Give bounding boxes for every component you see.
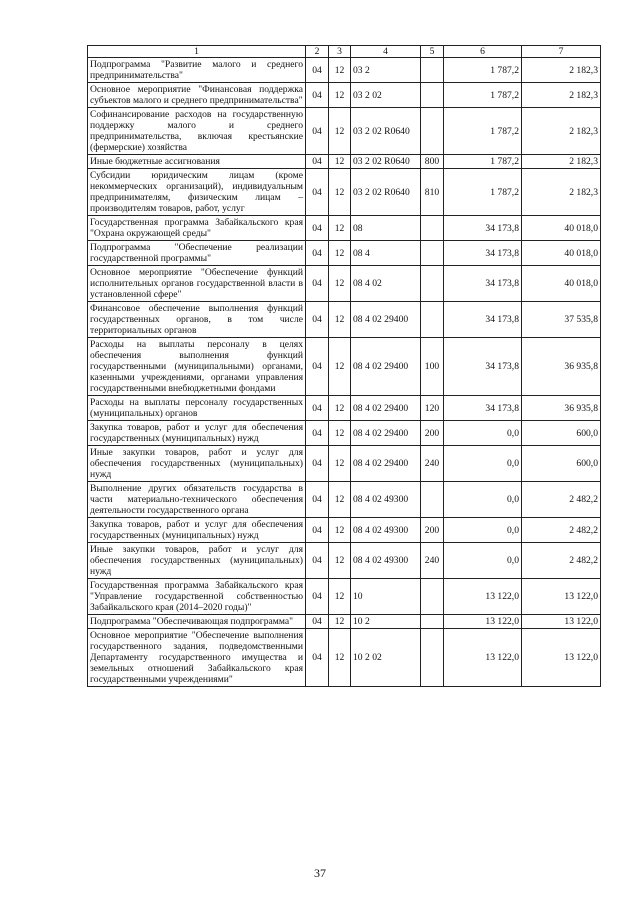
budget-table <box>87 45 601 687</box>
amount-year2-cell: 36 935,8 <box>522 338 601 396</box>
expense-type-cell <box>421 216 444 241</box>
subsection-code-cell: 12 <box>329 446 351 482</box>
expense-type-cell <box>421 241 444 266</box>
target-article-cell: 03 2 02 R0640 <box>351 155 421 169</box>
subsection-code-cell: 12 <box>329 543 351 579</box>
row-name-cell: Основное мероприятие "Финансовая поддержка субъектов малого и среднего предпринимательства" <box>88 83 306 108</box>
section-code-cell: 04 <box>306 108 329 155</box>
table-row <box>88 155 601 169</box>
amount-year1-cell: 0,0 <box>444 518 522 543</box>
target-article-cell: 10 2 02 <box>351 629 421 687</box>
subsection-code-cell: 12 <box>329 482 351 518</box>
amount-year1-cell: 1 787,2 <box>444 169 522 216</box>
section-code-cell: 04 <box>306 629 329 687</box>
table-row <box>88 629 601 687</box>
amount-year1-cell: 13 122,0 <box>444 579 522 615</box>
section-code-cell: 04 <box>306 482 329 518</box>
amount-year1-cell: 1 787,2 <box>444 58 522 83</box>
row-name-cell: Иные закупки товаров, работ и услуг для обеспечения государственных (муниципальных) нужд <box>88 543 306 579</box>
amount-year2-cell: 2 482,2 <box>522 543 601 579</box>
table-body <box>88 58 601 687</box>
expense-type-cell: 120 <box>421 396 444 421</box>
subsection-code-cell: 12 <box>329 241 351 266</box>
amount-year1-cell: 34 173,8 <box>444 396 522 421</box>
table-row <box>88 216 601 241</box>
expense-type-cell <box>421 83 444 108</box>
section-code-cell: 04 <box>306 338 329 396</box>
section-code-cell: 04 <box>306 216 329 241</box>
target-article-cell: 08 4 02 49300 <box>351 482 421 518</box>
table-row <box>88 108 601 155</box>
expense-type-cell <box>421 629 444 687</box>
target-article-cell: 03 2 <box>351 58 421 83</box>
row-name-cell: Государственная программа Забайкальского края "Охрана окружающей среды" <box>88 216 306 241</box>
amount-year2-cell: 40 018,0 <box>522 266 601 302</box>
amount-year2-cell: 600,0 <box>522 421 601 446</box>
amount-year2-cell: 37 535,8 <box>522 302 601 338</box>
expense-type-cell: 240 <box>421 543 444 579</box>
amount-year1-cell: 34 173,8 <box>444 266 522 302</box>
subsection-code-cell: 12 <box>329 629 351 687</box>
row-name-cell: Основное мероприятие "Обеспечение выполнения государственного задания, подведомственными Департаменту государственного имущества и земельных отношений Забайкальского края государственными учреждениями" <box>88 629 306 687</box>
section-code-cell: 04 <box>306 266 329 302</box>
section-code-cell: 04 <box>306 518 329 543</box>
table-header-row <box>88 46 601 58</box>
target-article-cell: 08 4 02 49300 <box>351 518 421 543</box>
subsection-code-cell: 12 <box>329 169 351 216</box>
amount-year2-cell: 13 122,0 <box>522 579 601 615</box>
section-code-cell: 04 <box>306 446 329 482</box>
expense-type-cell: 240 <box>421 446 444 482</box>
expense-type-cell: 200 <box>421 421 444 446</box>
subsection-code-cell: 12 <box>329 83 351 108</box>
amount-year1-cell: 1 787,2 <box>444 155 522 169</box>
section-code-cell: 04 <box>306 615 329 629</box>
amount-year1-cell: 0,0 <box>444 482 522 518</box>
table-row <box>88 421 601 446</box>
target-article-cell: 08 4 02 49300 <box>351 543 421 579</box>
column-header: 7 <box>522 46 601 58</box>
row-name-cell: Государственная программа Забайкальского края "Управление государственной собственностью Забайкальского края (2014–2020 годы)" <box>88 579 306 615</box>
amount-year2-cell: 13 122,0 <box>522 629 601 687</box>
subsection-code-cell: 12 <box>329 155 351 169</box>
amount-year2-cell: 600,0 <box>522 446 601 482</box>
amount-year1-cell: 0,0 <box>444 421 522 446</box>
column-header: 5 <box>421 46 444 58</box>
subsection-code-cell: 12 <box>329 216 351 241</box>
target-article-cell: 08 4 02 29400 <box>351 338 421 396</box>
target-article-cell: 08 4 02 29400 <box>351 396 421 421</box>
amount-year1-cell: 34 173,8 <box>444 216 522 241</box>
expense-type-cell <box>421 615 444 629</box>
amount-year2-cell: 2 482,2 <box>522 482 601 518</box>
section-code-cell: 04 <box>306 421 329 446</box>
column-header: 1 <box>88 46 306 58</box>
subsection-code-cell: 12 <box>329 58 351 83</box>
subsection-code-cell: 12 <box>329 615 351 629</box>
target-article-cell: 08 4 02 29400 <box>351 421 421 446</box>
subsection-code-cell: 12 <box>329 302 351 338</box>
expense-type-cell: 200 <box>421 518 444 543</box>
amount-year1-cell: 34 173,8 <box>444 241 522 266</box>
target-article-cell: 03 2 02 R0640 <box>351 108 421 155</box>
row-name-cell: Иные закупки товаров, работ и услуг для обеспечения государственных (муниципальных) нужд <box>88 446 306 482</box>
amount-year1-cell: 1 787,2 <box>444 108 522 155</box>
subsection-code-cell: 12 <box>329 266 351 302</box>
column-header: 3 <box>329 46 351 58</box>
amount-year2-cell: 2 182,3 <box>522 58 601 83</box>
column-header: 4 <box>351 46 421 58</box>
subsection-code-cell: 12 <box>329 396 351 421</box>
amount-year2-cell: 2 182,3 <box>522 83 601 108</box>
table-row <box>88 58 601 83</box>
column-header: 6 <box>444 46 522 58</box>
expense-type-cell <box>421 482 444 518</box>
row-name-cell: Подпрограмма "Обеспечивающая подпрограмма" <box>88 615 306 629</box>
subsection-code-cell: 12 <box>329 338 351 396</box>
row-name-cell: Финансовое обеспечение выполнения функций государственных органов, в том числе территориальных органов <box>88 302 306 338</box>
amount-year2-cell: 36 935,8 <box>522 396 601 421</box>
section-code-cell: 04 <box>306 83 329 108</box>
section-code-cell: 04 <box>306 241 329 266</box>
expense-type-cell: 100 <box>421 338 444 396</box>
amount-year1-cell: 13 122,0 <box>444 615 522 629</box>
row-name-cell: Подпрограмма "Обеспечение реализации государственной программы" <box>88 241 306 266</box>
row-name-cell: Выполнение других обязательств государства в части материально-технического обеспечения деятельности государственного органа <box>88 482 306 518</box>
subsection-code-cell: 12 <box>329 108 351 155</box>
amount-year1-cell: 34 173,8 <box>444 338 522 396</box>
expense-type-cell <box>421 266 444 302</box>
expense-type-cell <box>421 302 444 338</box>
column-header: 2 <box>306 46 329 58</box>
expense-type-cell <box>421 58 444 83</box>
table-row <box>88 266 601 302</box>
row-name-cell: Подпрограмма "Развитие малого и среднего предпринимательства" <box>88 58 306 83</box>
amount-year2-cell: 2 182,3 <box>522 169 601 216</box>
target-article-cell: 10 <box>351 579 421 615</box>
section-code-cell: 04 <box>306 302 329 338</box>
section-code-cell: 04 <box>306 169 329 216</box>
table-row <box>88 446 601 482</box>
table-row <box>88 543 601 579</box>
table-row <box>88 241 601 266</box>
target-article-cell: 08 4 02 29400 <box>351 302 421 338</box>
amount-year2-cell: 2 182,3 <box>522 108 601 155</box>
table-row <box>88 302 601 338</box>
row-name-cell: Иные бюджетные ассигнования <box>88 155 306 169</box>
target-article-cell: 08 4 02 <box>351 266 421 302</box>
row-name-cell: Основное мероприятие "Обеспечение функций исполнительных органов государственной власти в установленной сфере" <box>88 266 306 302</box>
amount-year2-cell: 40 018,0 <box>522 241 601 266</box>
target-article-cell: 08 4 02 29400 <box>351 446 421 482</box>
section-code-cell: 04 <box>306 579 329 615</box>
subsection-code-cell: 12 <box>329 421 351 446</box>
table-row <box>88 338 601 396</box>
amount-year1-cell: 0,0 <box>444 543 522 579</box>
expense-type-cell: 800 <box>421 155 444 169</box>
table-row <box>88 579 601 615</box>
row-name-cell: Софинансирование расходов на государственную поддержку малого и среднего предпринимательства, включая крестьянские (фермерские) хозяйства <box>88 108 306 155</box>
expense-type-cell <box>421 579 444 615</box>
row-name-cell: Расходы на выплаты персоналу в целях обеспечения выполнения функций государственными (муниципальными) органами, казенными учреждениями, органами управления государственными внебюджетными фондами <box>88 338 306 396</box>
table-row <box>88 518 601 543</box>
amount-year1-cell: 0,0 <box>444 446 522 482</box>
expense-type-cell <box>421 108 444 155</box>
subsection-code-cell: 12 <box>329 579 351 615</box>
target-article-cell: 10 2 <box>351 615 421 629</box>
amount-year2-cell: 2 182,3 <box>522 155 601 169</box>
target-article-cell: 03 2 02 R0640 <box>351 169 421 216</box>
amount-year2-cell: 13 122,0 <box>522 615 601 629</box>
amount-year1-cell: 34 173,8 <box>444 302 522 338</box>
target-article-cell: 08 <box>351 216 421 241</box>
amount-year2-cell: 2 482,2 <box>522 518 601 543</box>
row-name-cell: Расходы на выплаты персоналу государственных (муниципальных) органов <box>88 396 306 421</box>
table-row <box>88 83 601 108</box>
section-code-cell: 04 <box>306 543 329 579</box>
page-number: 37 <box>314 866 326 880</box>
row-name-cell: Субсидии юридическим лицам (кроме некоммерческих организаций), индивидуальным предпринимателям, физическим лицам – производителям товаров, работ, услуг <box>88 169 306 216</box>
row-name-cell: Закупка товаров, работ и услуг для обеспечения государственных (муниципальных) нужд <box>88 421 306 446</box>
table-row <box>88 615 601 629</box>
section-code-cell: 04 <box>306 396 329 421</box>
section-code-cell: 04 <box>306 58 329 83</box>
amount-year1-cell: 13 122,0 <box>444 629 522 687</box>
table-row <box>88 396 601 421</box>
amount-year2-cell: 40 018,0 <box>522 216 601 241</box>
amount-year1-cell: 1 787,2 <box>444 83 522 108</box>
target-article-cell: 03 2 02 <box>351 83 421 108</box>
table-row <box>88 169 601 216</box>
section-code-cell: 04 <box>306 155 329 169</box>
subsection-code-cell: 12 <box>329 518 351 543</box>
target-article-cell: 08 4 <box>351 241 421 266</box>
row-name-cell: Закупка товаров, работ и услуг для обеспечения государственных (муниципальных) нужд <box>88 518 306 543</box>
expense-type-cell: 810 <box>421 169 444 216</box>
table-row <box>88 482 601 518</box>
